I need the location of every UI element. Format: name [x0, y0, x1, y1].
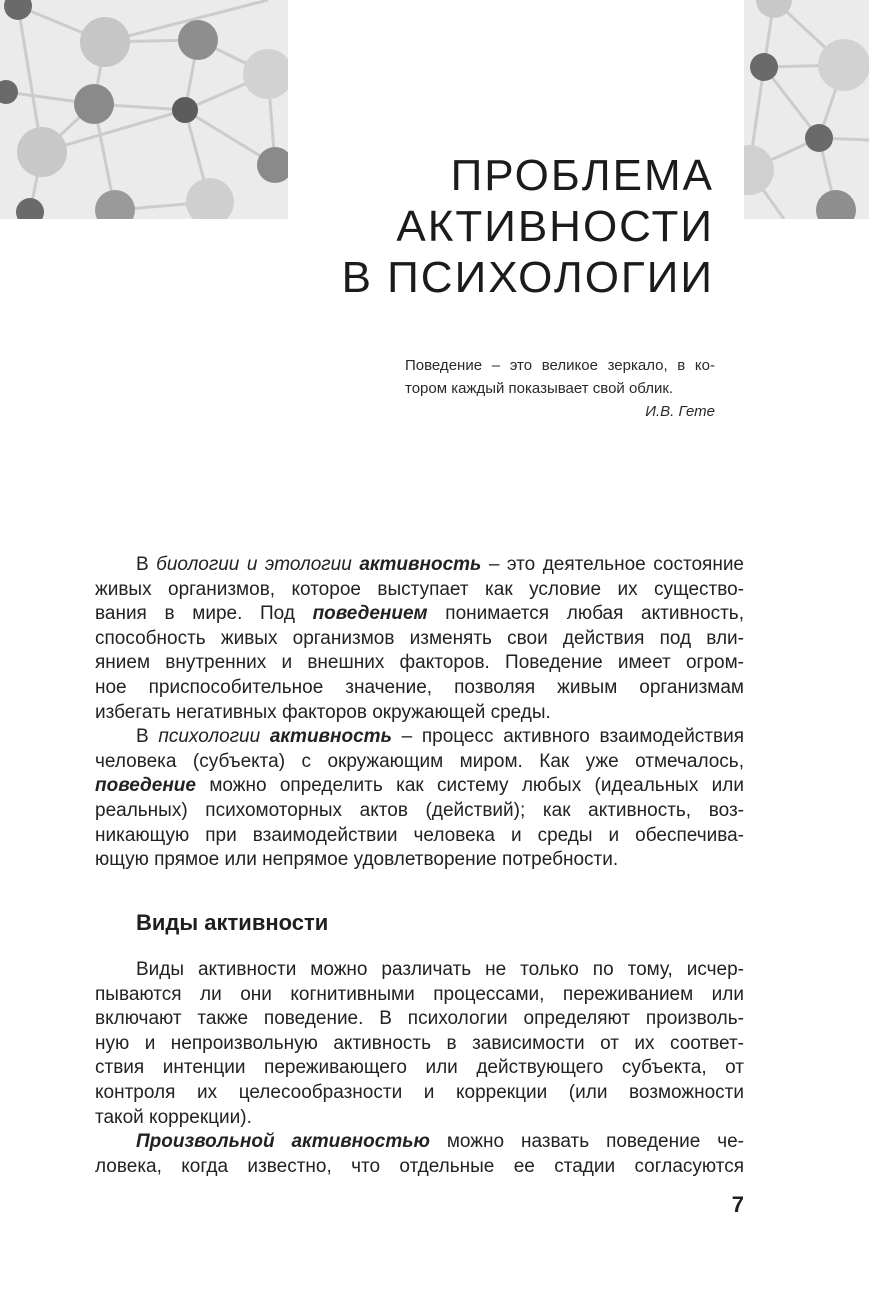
italic-term: биологии и этологии [156, 554, 352, 575]
text-line: живых организмов, которое выступает как условие их существо- [95, 578, 744, 600]
body-text-block [95, 958, 744, 1179]
epigraph [405, 354, 715, 423]
text-run: – это деятельное состояние [481, 554, 744, 575]
text-run: можно назвать поведение че- [429, 1131, 744, 1153]
text-run: – процесс активного взаимодействия [391, 726, 745, 748]
text-line: человека (субъекта) с окружающим миром. Как уже отмечалось, [95, 750, 744, 772]
network-graph-icon [0, 0, 288, 219]
text-line [95, 602, 744, 627]
key-term: активность [269, 726, 392, 748]
text-line: ющую прямое или непрямое удовлетворение потребности. [95, 849, 619, 871]
chapter-title-line: В ПСИХОЛОГИИ [341, 253, 714, 302]
text-line: избегать негативных факторов окружающей среды. [95, 701, 551, 723]
chapter-title-line: ПРОБЛЕМА [450, 151, 714, 200]
chapter-title [342, 150, 714, 303]
text-run: можно определить как систему любых (идеальных или [195, 775, 744, 797]
key-term: активность [359, 554, 482, 575]
text-run [260, 726, 270, 747]
section-heading: Виды активности [136, 910, 329, 935]
text-line [95, 1130, 744, 1155]
text-line: янием внутренних и внешних факторов. Поведение имеет огром- [95, 652, 744, 674]
paragraph-activity-types [95, 958, 744, 1130]
text-line: контроля их целесообразности и коррекции (или возможности [95, 1081, 744, 1103]
text-run: вания в мире. Под [95, 603, 313, 625]
text-line: способность живых организмов изменять свои действия под вли- [95, 627, 744, 649]
text-line: ное приспособительное значение, позволяя живым организмам [95, 676, 744, 698]
text-line [95, 725, 744, 750]
body-text-block [95, 553, 744, 873]
page-number: 7 [731, 1192, 744, 1217]
key-term: поведением [312, 603, 428, 625]
text-run: В [136, 726, 159, 748]
epigraph-line: тором каждый показывает свой облик. [405, 380, 674, 397]
text-line: пываются ли они когнитивными процессами, переживанием или [95, 983, 744, 1005]
text-line: такой коррекции). [95, 1106, 252, 1128]
text-run: В [136, 554, 157, 575]
network-graph-icon [744, 0, 869, 219]
text-line [95, 774, 744, 799]
text-line: ную и непроизвольную активность в зависимости от их соответ- [95, 1032, 744, 1054]
key-term: поведение [95, 775, 196, 797]
text-line: ствия интенции переживающего или действующего субъекта, от [95, 1057, 744, 1079]
text-line: Виды активности можно различать не только по тому, исчер- [136, 959, 744, 980]
text-line: включают также поведение. В психологии определяют произволь- [95, 1008, 744, 1030]
text-run: понимается любая активность, [427, 603, 744, 625]
paragraph-psychology [95, 725, 744, 873]
paragraph-voluntary-activity [95, 1130, 744, 1179]
text-line [95, 553, 744, 578]
chapter-title-line: АКТИВНОСТИ [396, 202, 714, 251]
epigraph-line: Поведение – это великое зеркало, в ко- [405, 357, 715, 374]
text-line: реальных) психомоторных актов (действий); как активность, воз- [95, 799, 744, 821]
network-decoration-right [744, 0, 869, 219]
text-line: ловека, когда известно, что отдельные ее стадии согласуются [95, 1155, 744, 1177]
text-line: никающую при взаимодействии человека и среды и обеспечива- [95, 824, 744, 846]
network-decoration-left [0, 0, 288, 219]
key-term: Произвольной активностью [136, 1131, 430, 1153]
epigraph-author: И.В. Гете [645, 403, 715, 420]
italic-term: психологии [158, 726, 261, 748]
paragraph-biology [95, 553, 744, 725]
